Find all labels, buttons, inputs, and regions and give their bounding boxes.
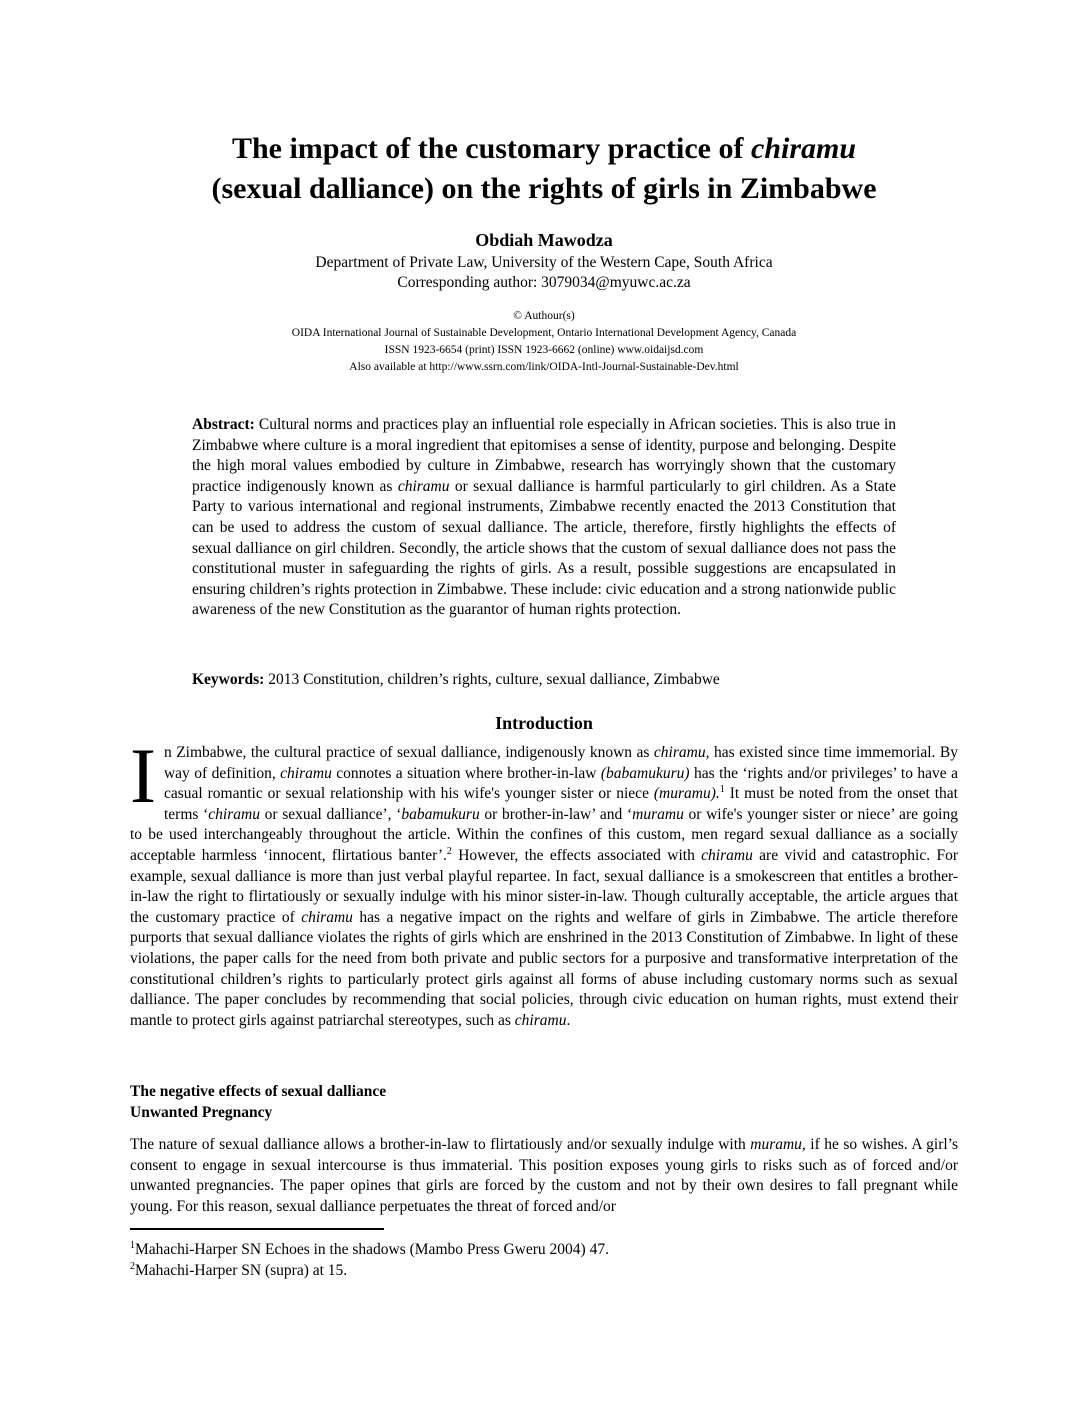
abstract bbox=[192, 415, 896, 621]
italic-term: (muramu). bbox=[653, 785, 720, 803]
footnote-number: 2 bbox=[130, 1260, 135, 1272]
paper-title-line-2: (sexual dalliance) on the rights of girls in Zimbabwe bbox=[211, 172, 877, 205]
footnote-divider bbox=[130, 1228, 384, 1230]
italic-term: chiramu bbox=[514, 1011, 567, 1029]
corresponding-author: Corresponding author: 3079034@myuwc.ac.za bbox=[397, 274, 691, 291]
body-text: has a negative impact on the rights and welfare of girls in Zimbabwe. The article therefore purports that sexual dalliance violates the rights of girls which are enshrined in the 2013 Constitution of Zimbabwe. In light of these violations, the paper calls for the need from both private and public sectors for a purposive and transformative interpretation of the constitutional children’s rights to particularly protect girls against all forms of abuse including customary norms such as sexual dalliance. The paper concludes by recommending that social policies, through civic education on human rights, must extend their mantle to protect girls against patriarchal stereotypes, such as bbox=[130, 908, 958, 1029]
availability-line: Also available at http://www.ssrn.com/link/OIDA-Intl-Journal-Sustainable-Dev.html bbox=[349, 361, 739, 373]
italic-term: (babamukuru) bbox=[600, 764, 690, 782]
footnote-ref-1[interactable]: 1 bbox=[719, 784, 725, 796]
abstract-text: or sexual dalliance is harmful particularly to girl children. As a State Party to various international and regional instruments, Zimbabwe recently enacted the 2013 Constitution that can be used to address the custom of sexual dalliance. The article, therefore, firstly highlights the effects of sexual dalliance on girl children. Secondly, the article shows that the custom of sexual dalliance does not pass the constitutional muster in safeguarding the rights of girls. As a result, possible suggestions are encapsulated in ensuring children’s rights protection in Zimbabwe. These include: civic education and a strong nationwide public awareness of the new Constitution as the guarantor of human rights protection. bbox=[192, 477, 896, 619]
body-text: or sexual dalliance’, ‘ bbox=[259, 805, 402, 823]
subsection-heading-unwanted-pregnancy: Unwanted Pregnancy bbox=[130, 1104, 273, 1121]
body-text: However, the effects associated with bbox=[451, 846, 702, 864]
italic-term: muramu bbox=[632, 805, 684, 823]
abstract-label: Abstract: bbox=[192, 416, 255, 433]
body-text: or wife's younger sister or niece’ are going to be used interchangeably throughout the article. Within the confines of this custom, men regard sexual dalliance as a socially acceptable harmless ‘innocent, flirtatious banter’. bbox=[130, 805, 958, 864]
body-text: It must be noted from the onset that terms ‘ bbox=[163, 785, 958, 823]
paper-title-line-1 bbox=[130, 130, 958, 168]
footnote-2 bbox=[130, 1261, 958, 1281]
section-heading-negative-effects: The negative effects of sexual dalliance bbox=[130, 1083, 387, 1100]
italic-term: muramu, bbox=[750, 1136, 806, 1153]
footnote-ref-2[interactable]: 2 bbox=[446, 845, 452, 857]
keywords-label: Keywords: bbox=[192, 671, 265, 688]
keywords-text: 2013 Constitution, children’s rights, culture, sexual dalliance, Zimbabwe bbox=[264, 671, 720, 688]
footnote-text: Mahachi-Harper SN Echoes in the shadows (Mambo Press Gweru 2004) 47. bbox=[135, 1241, 609, 1258]
unwanted-pregnancy-paragraph bbox=[130, 1135, 958, 1217]
footnote-1 bbox=[130, 1240, 958, 1260]
author-affiliation: Department of Private Law, University of the Western Cape, South Africa bbox=[315, 254, 773, 271]
body-text: are vivid and catastrophic. For example, sexual dalliance is more than just verbal playful repartee. In fact, sexual dalliance is a smokescreen that entitles a brother-in-law the right to flirtatiously or sexually indulge with his minor sister-in-law. Though culturally acceptable, the article argues that the customary practice of bbox=[130, 846, 958, 926]
footnote-number: 1 bbox=[130, 1239, 135, 1251]
italic-term: chiramu bbox=[208, 805, 260, 823]
body-text: if he so wishes. A girl’s consent to engage in sexual intercourse is thus immaterial. This position exposes young girls to risks such as of forced and/or unwanted pregnancies. The paper opines that girls are forced by the custom and not by their own desires to fall pregnant while young. For this reason, sexual dalliance perpetuates the threat of forced and/or bbox=[130, 1136, 958, 1215]
copyright-line: © Authour(s) bbox=[513, 310, 575, 322]
journal-line: OIDA International Journal of Sustainable Development, Ontario International Development Agency, Canada bbox=[291, 327, 797, 339]
body-text: or brother-in-law’ and ‘ bbox=[479, 805, 633, 823]
issn-line: ISSN 1923-6654 (print) ISSN 1923-6662 (online) www.oidaijsd.com bbox=[384, 344, 704, 356]
title-italic-term: chiramu bbox=[751, 132, 857, 165]
body-text: has the ‘rights and/or privileges’ to have a casual romantic or sexual relationship with his wife's younger sister or niece bbox=[163, 764, 958, 803]
italic-term: chiramu bbox=[280, 764, 332, 782]
title-text: The impact of the customary practice of bbox=[231, 132, 751, 165]
keywords bbox=[192, 670, 896, 690]
footnote-text: Mahachi-Harper SN (supra) at 15. bbox=[135, 1262, 348, 1279]
author-name: Obdiah Mawodza bbox=[475, 230, 613, 250]
abstract-text: Cultural norms and practices play an influential role especially in African societies. This is also true in Zimbabwe where culture is a moral ingredient that epitomises a sense of identity, purpose and belonging. Despite the high moral values embodied by culture in Zimbabwe, research has worryingly shown that the customary practice indigenously known as bbox=[192, 416, 896, 495]
section-heading-introduction: Introduction bbox=[495, 713, 593, 733]
body-text: has existed since time immemorial. By way of definition, bbox=[163, 744, 958, 782]
body-text: The nature of sexual dalliance allows a brother-in-law to flirtatiously and/or sexually indulge with bbox=[130, 1136, 751, 1153]
italic-term: chiramu bbox=[301, 908, 353, 926]
introduction-paragraph bbox=[130, 732, 958, 1031]
drop-cap: I bbox=[130, 732, 156, 819]
italic-term: chiramu, bbox=[653, 744, 710, 761]
italic-term: chiramu bbox=[701, 846, 753, 864]
body-text: connotes a situation where brother-in-law bbox=[331, 764, 601, 782]
body-text: n Zimbabwe, the cultural practice of sexual dalliance, indigenously known as bbox=[163, 744, 654, 761]
body-text: . bbox=[566, 1011, 571, 1029]
abstract-italic-term: chiramu bbox=[397, 477, 450, 495]
italic-term: babamukuru bbox=[401, 805, 480, 823]
